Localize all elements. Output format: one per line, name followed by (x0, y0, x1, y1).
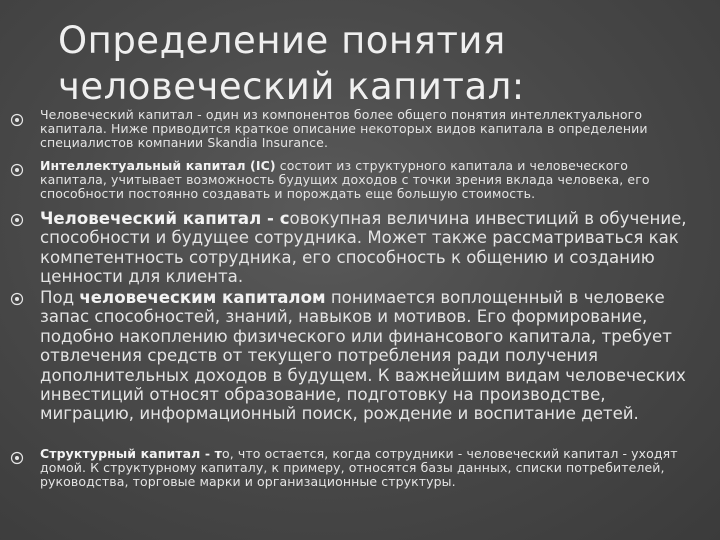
paragraph-2 (40, 159, 695, 200)
paragraph-2-text: состоит из структурного капитала и человеческого капитала, учитывает возможность будущих доходов с точки зрения вклада человека, его способности постоянно создавать и порождать еще большую стоимость. (40, 158, 650, 201)
paragraph-4-lead: Под (40, 288, 80, 307)
paragraph-4-text: понимается воплощенный в человеке запас способностей, знаний, навыков и мотивов. Его формирование, подобно накоплению физического или финансового капитала, требует отвлечения средств от текущего потребления ради получения дополнительных доходов в будущем. К важнейшим видам человеческих инвестиций относят образование, подготовку на производстве, миграцию, информационный поиск, рождение и воспитание детей. (40, 288, 686, 424)
paragraph-5 (40, 447, 695, 488)
circled-dot-bullet-icon (10, 163, 24, 177)
paragraph-1 (40, 108, 695, 149)
paragraph-4 (40, 288, 695, 424)
slide-title-line-2: человеческий капитал: (58, 65, 525, 108)
slide-title-line-1: Определение понятия (58, 19, 506, 62)
paragraph-1-text: Человеческий капитал - один из компонентов более общего понятия интеллектуального капитала. Ниже приводится краткое описание некоторых видов капитала в определении специалистов компании Skandia Insurance. (40, 107, 648, 150)
circled-dot-bullet-icon (10, 113, 24, 127)
paragraph-5-text: о, что остается, когда сотрудники - человеческий капитал - уходят домой. К структурному капиталу, к примеру, относятся базы данных, списки потребителей, руководства, торговые марки и организационные структуры. (40, 446, 678, 489)
paragraph-5-term: Структурный капитал - т (40, 446, 222, 461)
paragraph-3-text: овокупная величина инвестиций в обучение, способности и будущее сотрудника. Может также рассматриваться как компетентность сотрудника, его способность к общению и созданию ценности для клиента. (40, 209, 687, 287)
circled-dot-bullet-icon (10, 292, 24, 306)
paragraph-3-term: Человеческий капитал - с (40, 209, 290, 228)
circled-dot-bullet-icon (10, 451, 24, 465)
slide-title (58, 18, 698, 110)
circled-dot-bullet-icon (10, 213, 24, 227)
paragraph-2-term: Интеллектуальный капитал (IC) (40, 158, 276, 173)
paragraph-4-term: человеческим капиталом (79, 288, 326, 307)
paragraph-3 (40, 209, 695, 287)
